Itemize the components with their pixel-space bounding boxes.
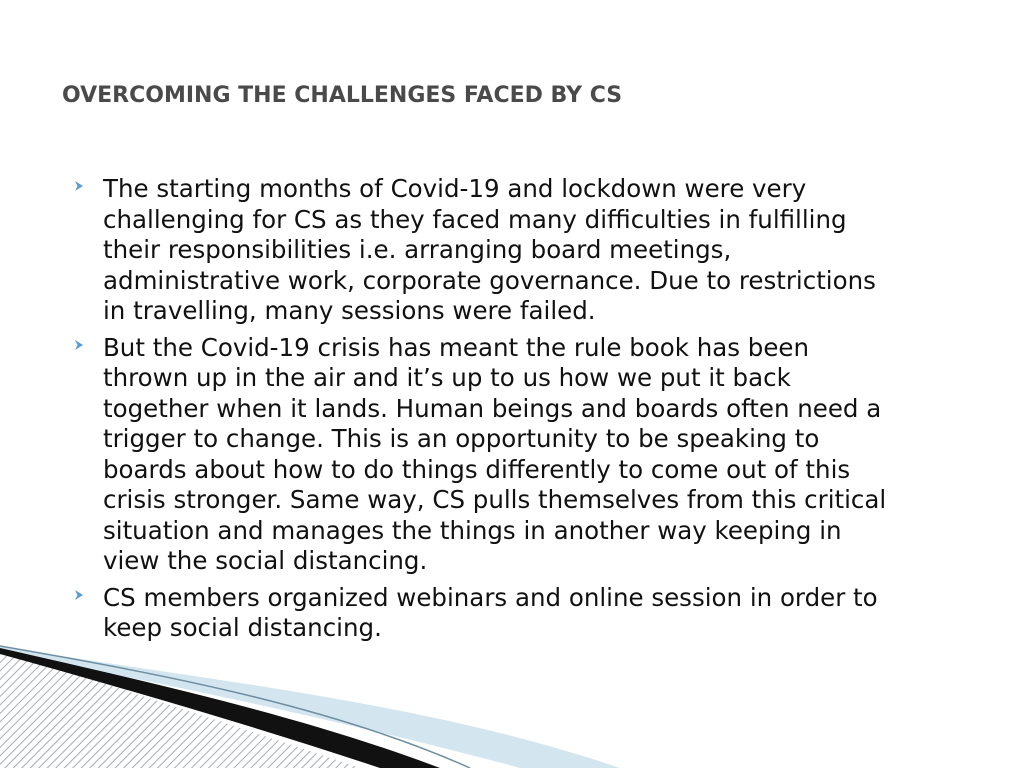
bullet-item (74, 333, 974, 577)
light-blue-swoosh (0, 646, 620, 768)
bullet-item (74, 583, 974, 644)
bullet-text: But the Covid-19 crisis has meant the rule book has been thrown up in the air and it’s up to us how we put it back together when it lands. Human beings and boards often need a trigger to change. This is an opportunity to be speaking to boards about how to do things differently to come out of this crisis stronger. Same way, CS pulls themselves from this critical situation and manages the things in another way keeping in view the social distancing. (103, 332, 887, 575)
hatched-band (0, 648, 360, 768)
slide-title: OVERCOMING THE CHALLENGES FACED BY CS (62, 83, 623, 108)
triangle-bullet-icon (74, 179, 84, 193)
edge-line (0, 646, 470, 768)
triangle-bullet-icon (74, 338, 84, 352)
bullet-text: CS members organized webinars and online session in order to keep social distancing. (103, 582, 878, 642)
bullet-item (74, 174, 974, 327)
dark-swoosh (0, 648, 440, 768)
bullet-list (74, 174, 974, 650)
bullet-text: The starting months of Covid-19 and lockdown were very challenging for CS as they faced many difficulties in fulfilling their responsibilities i.e. arranging board meetings, administrative work, corporate governance. Due to restrictions in travelling, many sessions were failed. (103, 174, 876, 325)
triangle-bullet-icon (74, 588, 84, 602)
